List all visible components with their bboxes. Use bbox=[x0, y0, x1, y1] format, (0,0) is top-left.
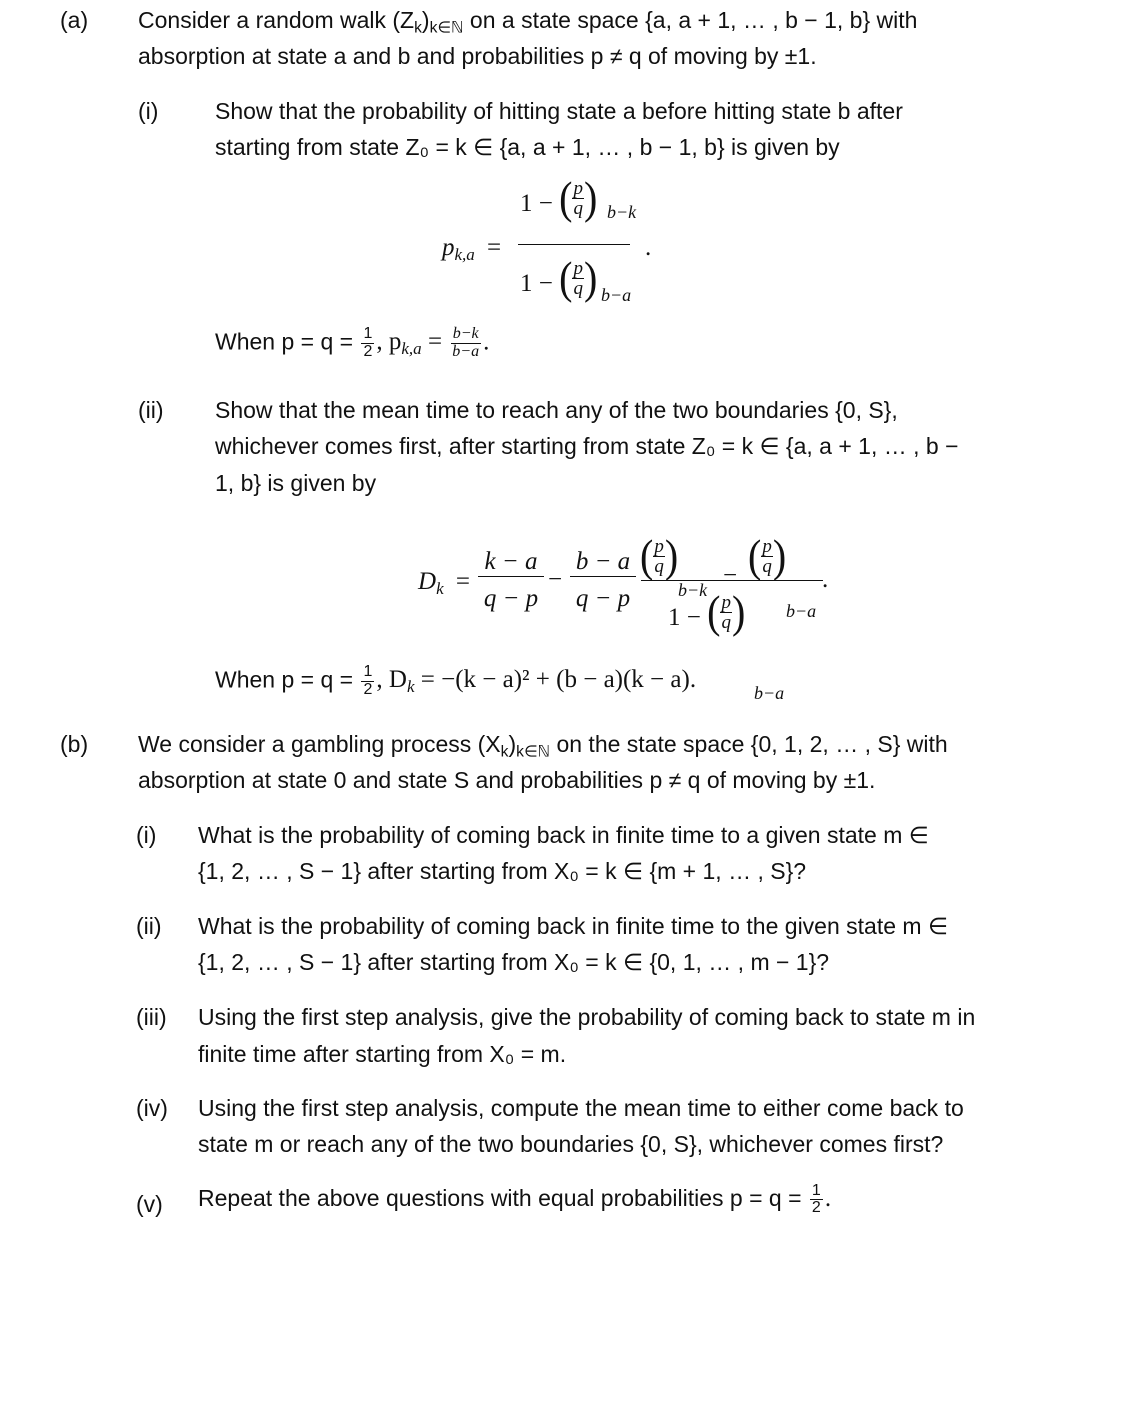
b-v-label: (v) bbox=[136, 1191, 163, 1217]
a-ii-line3: 1, b} is given by bbox=[215, 470, 377, 496]
a-ii-minus: − bbox=[548, 566, 563, 593]
a-i-period: . bbox=[645, 234, 652, 261]
part-a-intro-line1: Consider a random walk $(Z_k)_{k\in ℕ}$ on a state space {a, a + 1, … , b − 1, b} with bbox=[138, 7, 918, 37]
a-ii-big-den: 1 − ( p q ) bbox=[668, 585, 746, 638]
b-iv-line1: Using the first step analysis, compute the mean time to either come back to bbox=[198, 1095, 964, 1121]
b-i-label: (i) bbox=[136, 822, 157, 848]
a-i-line2: starting from state Z₀ = k ∈ {a, a + 1, … , b − 1, b} is given by bbox=[215, 134, 840, 160]
a-ii-num-minus: − bbox=[723, 562, 738, 589]
a-i-label: (i) bbox=[138, 98, 159, 124]
a-i-fraction-bar bbox=[518, 244, 630, 245]
part-b-intro-line1: We consider a gambling process $(X_k)_{k\in ℕ}$ on the state space {0, 1, 2, … , S} with bbox=[138, 731, 948, 761]
a-ii-line1: Show that the mean time to reach any of the two boundaries {0, S}, bbox=[215, 397, 898, 423]
b-i-line1: What is the probability of coming back in finite time to a given state m ∈ bbox=[198, 822, 929, 848]
b-ii-line1: What is the probability of coming back in finite time to the given state m ∈ bbox=[198, 913, 948, 939]
a-ii-period: . bbox=[822, 566, 829, 593]
a-ii-exp3: b−a bbox=[754, 683, 785, 703]
a-ii-f1-den: q − p bbox=[483, 585, 539, 612]
a-ii-formula-lhs: $D_k$ = bbox=[418, 568, 470, 599]
part-a-intro-line2: absorption at state a and b and probabilities p ≠ q of moving by ±1. bbox=[138, 43, 817, 69]
part-b-intro-line2: absorption at state 0 and state S and probabilities p ≠ q of moving by ±1. bbox=[138, 767, 876, 793]
a-ii-label: (ii) bbox=[138, 397, 164, 423]
part-b-label: (b) bbox=[60, 731, 89, 757]
a-ii-line2: whichever comes first, after starting from state Z₀ = k ∈ {a, a + 1, … , b − bbox=[215, 433, 959, 459]
b-ii-label: (ii) bbox=[136, 913, 162, 939]
b-iv-line2: state m or reach any of the two boundaries {0, S}, whichever comes first? bbox=[198, 1131, 944, 1157]
b-iii-line2: finite time after starting from X₀ = m. bbox=[198, 1041, 567, 1067]
b-i-line2: {1, 2, … , S − 1} after starting from X₀ = k ∈ {m + 1, … , S}? bbox=[198, 858, 807, 884]
a-ii-exp2: b−a bbox=[786, 601, 817, 621]
a-i-exp-top: b−k bbox=[607, 202, 637, 222]
a-ii-big-num2: ( p q ) bbox=[748, 529, 787, 582]
a-ii-f2-num: b − a bbox=[570, 548, 636, 577]
a-i-exp-bottom: b−a bbox=[601, 285, 632, 305]
a-ii-when-line: When p = q = $\frac{1}{2}$ , $D_k = -(k - a)^2 + (b - a)(k - a)$. bbox=[215, 663, 697, 698]
b-v-line1: Repeat the above questions with equal probabilities p = q = $\frac{1}{2}$ . bbox=[198, 1181, 832, 1217]
b-iv-label: (iv) bbox=[136, 1095, 168, 1121]
a-ii-big-num: ( p q ) bbox=[640, 529, 679, 582]
a-i-formula-lhs: $p_{k,a}$ = bbox=[442, 234, 502, 265]
b-iii-label: (iii) bbox=[136, 1004, 167, 1030]
a-ii-f2-den: q − p bbox=[575, 585, 631, 612]
a-ii-f1-num: k − a bbox=[478, 548, 544, 577]
a-i-when-line: When p = q = $\frac{1}{2}$ , $p_{k,a}$ = $\frac{b-k}{b-a}$ . bbox=[215, 325, 490, 360]
b-iii-line1: Using the first step analysis, give the probability of coming back to state m in bbox=[198, 1004, 976, 1030]
part-a-label: (a) bbox=[60, 7, 89, 33]
a-ii-exp1: b−k bbox=[678, 580, 708, 600]
b-ii-line2: {1, 2, … , S − 1} after starting from X₀ = k ∈ {0, 1, … , m − 1}? bbox=[198, 949, 830, 975]
a-i-denominator: 1 − ( p q ) bbox=[520, 251, 598, 304]
a-i-numerator: 1 − ( p q ) bbox=[520, 171, 598, 224]
a-i-line1: Show that the probability of hitting state a before hitting state b after bbox=[215, 98, 903, 124]
